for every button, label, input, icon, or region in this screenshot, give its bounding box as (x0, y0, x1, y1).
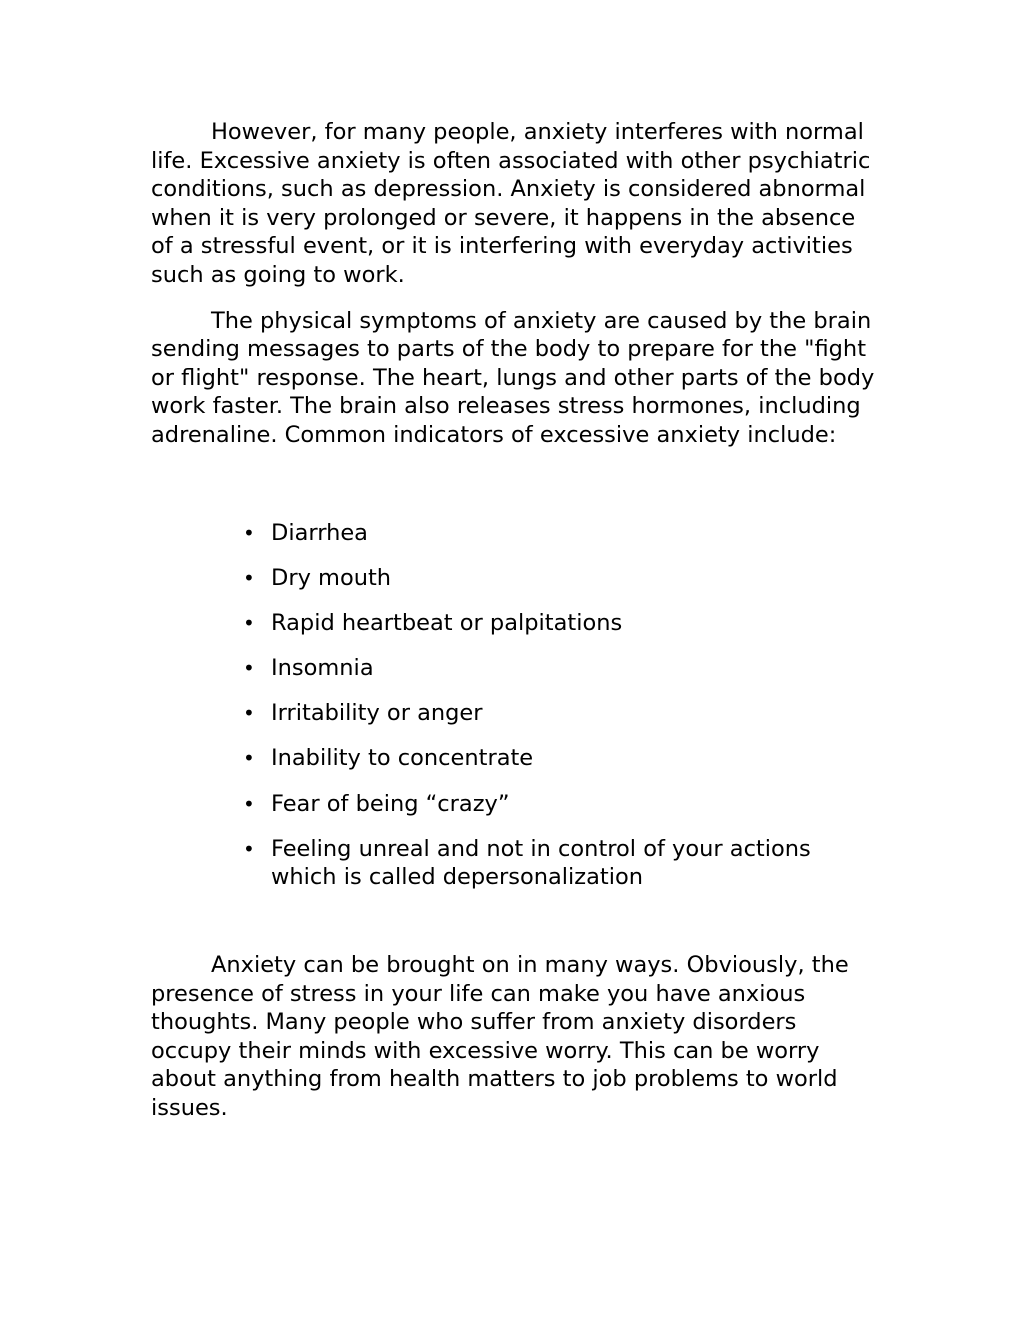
list-item-text: Diarrhea (271, 519, 368, 546)
bullet-icon: • (243, 791, 255, 816)
list-item (243, 564, 881, 593)
bullet-icon: • (243, 656, 255, 681)
list-item (243, 744, 881, 773)
bullet-icon: • (243, 565, 255, 590)
paragraph-abnormal-anxiety: However, for many people, anxiety interferes with normal life. Excessive anxiety is often associated with other psychiatric conditions, such as depression. Anxiety is considered abnormal when it is very prolonged or severe, it happens in the absence of a stressful event, or it is interfering with everyday activities such as going to work. (151, 119, 871, 288)
list-item-text: Feeling unreal and not in control of your actions which is called depersonalization (271, 835, 811, 891)
bullet-icon: • (243, 701, 255, 726)
list-item (243, 790, 881, 819)
list-item (243, 654, 881, 683)
list-item-text: Inability to concentrate (271, 745, 534, 772)
list-item (243, 609, 881, 638)
bullet-icon: • (243, 836, 255, 861)
list-item (243, 699, 881, 728)
paragraph-causes: Anxiety can be brought on in many ways. Obviously, the presence of stress in your life can make you have anxious thoughts. Many people who suffer from anxiety disorders occupy their minds with excessive worry. This can be worry about anything from health matters to job problems to world issues. (151, 952, 849, 1121)
indicators-list (151, 519, 881, 893)
bullet-icon: • (243, 610, 255, 635)
paragraph-physical-symptoms: The physical symptoms of anxiety are caused by the brain sending messages to parts of the body to prepare for the "fight or flight" response. The heart, lungs and other parts of the body work faster. The brain also releases stress hormones, including adrenaline. Common indicators of excessive anxiety include: (151, 307, 875, 448)
list-item-text: Rapid heartbeat or palpitations (271, 609, 623, 636)
list-item-text: Fear of being “crazy” (271, 790, 510, 817)
list-item-text: Irritability or anger (271, 700, 483, 727)
list-item (243, 835, 881, 892)
bullet-icon: • (243, 520, 255, 545)
bullet-icon: • (243, 746, 255, 771)
list-item-text: Insomnia (271, 655, 374, 682)
list-item (243, 519, 881, 548)
list-item-text: Dry mouth (271, 564, 392, 591)
document-page (151, 118, 881, 1123)
